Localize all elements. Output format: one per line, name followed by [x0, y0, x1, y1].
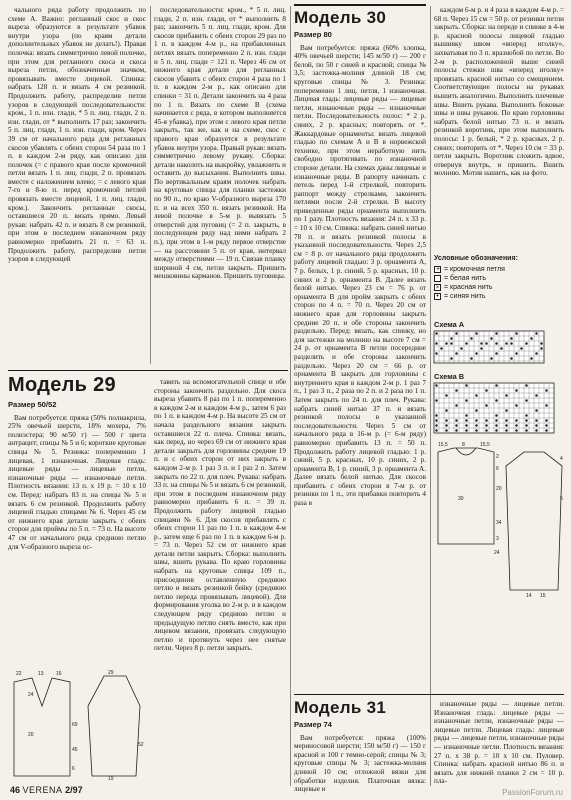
chart-cell-mark [455, 404, 458, 407]
chart-cell-mark [525, 429, 528, 432]
chart-cell-mark [515, 332, 518, 335]
legend-item-red: × = красная нить [435, 284, 493, 291]
chart-cell-mark [545, 404, 548, 407]
chart-cell-mark [495, 332, 498, 335]
chart-cell-mark [525, 419, 528, 422]
section-rule [294, 694, 564, 695]
chart-cell-mark [475, 352, 478, 355]
chart-cell-mark [455, 429, 458, 432]
model-30-text [294, 30, 426, 692]
chart-cell-mark [450, 357, 453, 360]
chart-cell-mark [445, 342, 448, 345]
chart-cell-mark [525, 424, 528, 427]
chart-cell-mark [495, 399, 498, 402]
column-divider [150, 6, 151, 364]
dim-label: 30 [458, 496, 464, 502]
chart-cell-mark [505, 419, 508, 422]
section-rule [8, 370, 288, 371]
dim-label: 15,5 [480, 442, 490, 448]
dim-label: 24 [28, 692, 34, 698]
page-number: 46 [10, 785, 21, 795]
chart-cell-mark [455, 424, 458, 427]
chart-cell-mark [535, 419, 538, 422]
page-footer [10, 785, 83, 795]
legend-item-white: = белая нить [434, 274, 564, 283]
model-29-pattern-schematic [8, 666, 146, 782]
column-2-bottom-text [154, 378, 286, 782]
paragraph: каждом 6-м р. и 4 раза в каждом 4-м р. = 68 п. Через 15 см = 50 р. от резинки петли закрыть. Сборка: на переде и спинке в 4-м р. красной полосы лицевой гладью вышивку швом «вперед иголку», захватывая по 3 п. вразнобой по петле. Во 2-м р. расположенной выше синей полосы стежки шва «вперед иголку» провязать красной нитью со смещением. Соответствующие полосы на рукавах вышить аналогично. Выполнить плечевые швы. Вшить рукава. Выполнить боковые швы и швы рукавов. По краю горловины набрать белой нитью 73 п. и вязать резинкой воротник, при этом выполнить полосы: 1 р. белый, * 2 р. красных, 2 р. синих; повторить от *. Через 10 см = 33 р. петли закрыть. Воротник сложить вдвое, отвернув внутрь, и пришить. Вшить молнию. Мотив нашить, как на фото. [434, 6, 564, 178]
paragraph: Вам потребуется: пряжа (50% полиакрила, 25% овечьей шерсти, 18% мохера, 7% полиэстера; 90 м/50 г) — 500 г цвета антрацит; спицы № 5 и 6; короткие круговые спицы № 5. Резинка: попеременно 1 лицевая, 1 изнаночная. Лицевая гладь: лицевые ряды — лицевые петли, изнаночные ряды — изнаночные петли. Плотность вязания: 13 п. х 19 р. = 10 х 10 см. Перед: набрать 83 п. на спицы № 5 и вязать 6 см резинкой. Продолжить работу лицевой гладью спицами № 6. Через 45 см от нижнего края детали закрыть с обеих сторон для проймы по 5 п. = 73 п. На высоте 47 см от начального ряда среднюю петлю для V-образного выреза ос- [8, 413, 146, 551]
chart-cell-mark [505, 429, 508, 432]
chart-cell-mark [485, 419, 488, 422]
dim-label: 2 [496, 454, 499, 460]
chart-cell-mark [515, 429, 518, 432]
chart-cell-mark [475, 409, 478, 412]
column-4-top-text [434, 6, 564, 248]
model-30-size: Размер 80 [294, 30, 332, 39]
chart-cell-mark [435, 424, 438, 427]
chart-cell-mark [510, 342, 513, 345]
chart-cell-mark [545, 389, 548, 392]
dim-label: 22 [16, 671, 22, 677]
dim-label: 6 [496, 466, 499, 472]
chart-cell-mark [495, 352, 498, 355]
column-divider [430, 6, 431, 786]
chart-cell-mark [525, 342, 528, 345]
watermark: PassionForum.ru [502, 788, 563, 797]
chart-cell-mark [465, 384, 468, 387]
white-square-icon [434, 275, 441, 282]
chart-cell-mark [475, 419, 478, 422]
chart-cell-mark [475, 332, 478, 335]
column-4-bottom-text [434, 700, 564, 784]
chart-cell-mark [465, 399, 468, 402]
chart-cell-mark [525, 399, 528, 402]
legend-item-edge: + = кромочная петля [436, 266, 505, 273]
chart-cell-mark [475, 429, 478, 432]
chart-cell-mark [450, 342, 453, 345]
chart-cell-mark [485, 429, 488, 432]
dim-label: 13 [38, 671, 44, 677]
chart-cell-mark [505, 342, 508, 345]
chart-cell-mark [510, 337, 513, 340]
chart-cell-mark [475, 424, 478, 427]
column-2-top-text [154, 6, 286, 368]
chart-cell-mark [465, 429, 468, 432]
chart-cell-mark [455, 352, 458, 355]
chart-cell-mark [540, 342, 543, 345]
dim-label: 16 [56, 671, 62, 677]
dim-label: 29 [108, 670, 114, 676]
chart-cell-mark [450, 337, 453, 340]
issue-number: 2/97 [65, 785, 83, 795]
dim-label: 20 [496, 486, 502, 492]
model-30-title: Модель 30 [294, 4, 426, 28]
model-29-size: Размер 50/52 [8, 400, 57, 409]
chart-cell-mark [445, 424, 448, 427]
legend-item-blue: • = синяя нить [434, 292, 564, 301]
chart-cell-mark [545, 424, 548, 427]
chart-cell-mark [435, 384, 438, 387]
magazine-brand: VERENA [22, 785, 63, 795]
paragraph: Вам потребуется: пряжа (60% хлопка, 40% овечьей шерсти; 145 м/50 г) — 200 г белой, по 50 г синей и красной; спицы № 3,5; застежка-молния длиной 18 см; круговые спицы № 3. Резинка: попеременно 1 лиц. петля, 1 изнаночная. Лицевая гладь: лицевые ряды — лицевые петли, изнаночные ряды — изнаночные петли. Последовательность полос: * 2 р. синих, 2 р. красных; повторять от *. Жаккардовые орнаменты: вязать лицевой гладью по схемам А и В в норвежской технике, при этом неработную нить свободно протягивать по изнаночной стороне детали. На схемах даны лицевые и изнаночные ряды. В рапорту начинать с петель перед 1-й стрелкой, повторить раппорт между стрелками, закончить петлями после 2-й стрелки. В высоту приведенные ряды орнамента выполнить по 1 разу. Плотность вязания: 24 п. х 33 р. = 10 х 10 см. Спинка: набрать синей нитью 78 п. и вязать резинкой полосы в указанной последовательности. Через 2,5 см = 8 р. от начального ряда продолжить работу лицевой гладью: 3 р. орнамента А, 7 р. белых, 1 р. синий, 5 р. красных, 10 р. синих и 2 р. орнамента В. Далее вязать белой нитью. Через 23 см = 76 р. от орнамента В для пройм закрыть с обеих сторон по 4 п. = 70 п. Через 20 см от нижнего края для горловины закрыть средние 20 п. и обе стороны закончить раздельно. Перед: вязать, как спинку, но для застежки на молнию на высоте 7 см = 24 р. от орнамента В петли посередине разделить и обе стороны закончить раздельно. Через 20 см = 66 р. от орнамента В закрыть для горловины с внутреннего края в каждом 2-м р. 1 раз 7 п., 1 раз 3 п., 2 раза по 2 п. и 2 раза по 1 п. Затем закрыть по 24 п. для плеч. Рукава: набрать синей нитью 37 п. и вязать резинкой полосы в указанной последовательности. Через 5 см от начального ряда в 16-м р. (= 6-м ряду) равномерно прибавить 13 п. = 50 п. Продолжить работу лицевой гладью: 1 р. синий, 5 р. красных, 10 р. синих, 2 р. орнамента В, 1 р. синий, 3 р. орнамента А. Далее вязать белой нитью. Для скосов прибавить с обеих сторон в 7-м р. от резинки по 1 п., эти прибавки повторить 4 раза в [294, 43, 427, 508]
edge-stitch-icon: + [436, 266, 441, 273]
chart-cell-mark [445, 419, 448, 422]
chart-cell-mark [445, 394, 448, 397]
chart-cell-mark [485, 404, 488, 407]
chart-cell-mark [515, 389, 518, 392]
chart-cell-mark [435, 429, 438, 432]
chart-cell-mark [515, 419, 518, 422]
cross-square-icon: × [435, 285, 440, 291]
paragraph: изнаночные ряды — лицевые петли. Изнаночная гладь: лицевые ряды — изнаночные петли, изнаночные ряды — лицевые петли. Лицевая гладь: лицевые ряды — лицевые петли, изнаночные ряды — изнаночные петли. Плотность вязания: 27 п. х 38 р. = 10 х 10 см. Пуловер. Спинка: набрать красной нитью 86 п. и вязать для нижней планки 2 см = 10 р. пла- [434, 700, 564, 786]
chart-cell-mark [465, 419, 468, 422]
chart-cell-mark [495, 424, 498, 427]
dim-label: 52 [138, 742, 144, 748]
dim-label: 6 [72, 766, 75, 772]
dim-label: 20 [28, 732, 34, 738]
dim-label: 69 [72, 722, 78, 728]
chart-cell-mark [435, 399, 438, 402]
model-30-pattern-schematic [434, 440, 566, 598]
chart-cell-mark [445, 409, 448, 412]
chart-cell-mark [435, 352, 438, 355]
chart-cell-mark [485, 389, 488, 392]
chart-cell-mark [495, 384, 498, 387]
chart-cell-mark [470, 357, 473, 360]
chart-cell-mark [535, 409, 538, 412]
chart-cell-mark [495, 414, 498, 417]
dim-label: 34 [496, 520, 502, 526]
chart-cell-mark [535, 332, 538, 335]
dim-label: 14 [526, 593, 532, 599]
chart-cell-mark [465, 424, 468, 427]
chart-cell-mark [490, 357, 493, 360]
column-divider [290, 6, 291, 786]
dim-label: 8 [462, 442, 465, 448]
chart-cell-mark [535, 429, 538, 432]
chart-cell-mark [470, 337, 473, 340]
chart-cell-mark [465, 414, 468, 417]
chart-cell-mark [435, 419, 438, 422]
paragraph: последовательности: кром., * 5 п. лиц. глади, 2 п. изн. глади, от * выполнить 8 раз; закончить 5 п. лиц. глади, кром. Для скосов прибавить с обеих сторон 29 раз по 1 п. в каждом 4-м р., на прибавленных петлях вязать попеременно 2 п. изн. глади и 5 п. лиц. глади = 121 п. Через 46 см от нижнего края детали для регланных скосов убавить с обеих сторон 4 раза по 1 п. в каждом 2-м р., как описано для спинки = 31 п. Детали закончить на 4 раза по 1 п. Вязать по схеме В (схема начинается с ряда, в котором выполняется 45-я убавка), при этом с левого края петли закрыть, так же, как и на схеме, скос с правого края образуется в результате убавок внутри узора. Правый рукав: вязать симметрично левому рукаву. Сборка: детали наколоть на выкройку, увлажнить и оставить до высыхания. Выполнить швы. По вертикальным краям полочек набрать на круговые спицы для планки застежки по 90 п., по краю V-образного выреза 170 п. и на всех 350 п. вязать резинкой. На левой полочке в 5-м р. вывязать 5 отверстий для пуговиц (= 2 п. закрыть, в последующем ряду над ними набрать 2 п.), при этом в 1-м ряду первое отверстие — на расстоянии 5 п. от края, интервал между отверстиями — 19 п. Связав планку шириной 4 см, петли закрыть. Пришить мешковины карманов. Пришить пуговицы. [154, 6, 286, 281]
scheme-a-label: Схема А [434, 320, 465, 329]
model-29-title: Модель 29 [8, 374, 116, 396]
chart-cell-mark [495, 429, 498, 432]
chart-cell-mark [520, 347, 523, 350]
legend-title: Условные обозначения: [434, 255, 518, 262]
scheme-b-grid [434, 383, 554, 433]
chart-cell-mark [440, 347, 443, 350]
chart-cell-mark [460, 347, 463, 350]
chart-cell-mark [525, 384, 528, 387]
chart-cell-mark [455, 419, 458, 422]
chart-cell-mark [505, 424, 508, 427]
chart-cell-mark [495, 342, 498, 345]
scheme-b-label: Схема В [434, 372, 465, 381]
dim-label: 15 [540, 593, 546, 599]
paragraph: тавить на вспомогательной спице и обе стороны закончить раздельно. Для скоса выреза убавить 8 раз по 1 п. попеременно в каждом 2-м и каждом 4-м р., затем 6 раз по 1 п. в каждом 4-м р. На высоте 25 см от начала раздельного вязания закрыть оставшиеся 22 п. плеча. Спинка: вязать, как перед, но через 69 см от нижнего края детали закрыть для горловины средние 19 п. и с обеих сторон от них закрыть в каждом 2-м р. 1 раз 3 п. и 1 раз 2 п. Затем закрыть по 22 п. для плеч. Рукава: набрать 33 п. на спицы № 5 и вязать 6 см резинкой, при этом в последнем изнаночном ряду равномерно прибавить 6 п. = 39 п. Продолжить работу лицевой гладью спицами № 6. Для скосов прибавлять с обеих сторон 11 раз по 1 п. в каждом 4-м р., затем еще 6 раз по 1 п. в каждом 6-м р. = 73 п. Через 52 см от нижнего края детали петли закрыть. Сборка: выполнить швы, вшить рукава. По краю горловины набрать на круговые спицы 109 п., присоединив оставленную среднюю петлю и вязать резинкой бейку (среднюю петлю переда провязывать лицевой). Для формирования уголка во 2-м р. и в каждом следующем ряду среднюю петлю и предыдущую петлю снять вместе, как при лицевом вязании, провязать следующую петлю и протянуть через нее снятые петли. Через 8 р. петли закрыть. [154, 378, 286, 653]
chart-cell-mark [500, 347, 503, 350]
dim-label: 45 [72, 747, 78, 753]
chart-cell-mark [530, 357, 533, 360]
model-31-title: Модель 31 [294, 698, 387, 717]
chart-cell-mark [505, 394, 508, 397]
paragraph: чального ряда работу продолжить по схеме А. Важно: регланный скос и скос выреза образуются в результате убавок внутри узора (по краям детали дополнительных убавок не делать!). Правая полочка: вязать симметрично левой полочке, при этом для регланного скоса и скоса выреза петли, обозначенные значком, провязывать вместе лицевой. Спинка: набрать 128 п. и вязать 4 см резинкой. Продолжить работу, распределив петли узоров в следующей последовательности: кром., 1 п. изн. глади, * 5 п. лиц. глади, 2 п. изн. глади, от * выполнить 17 раз; закончить 5 п. лиц. глади, 1 п. изн. глади, кром. Через 39 см от начального ряда для регланных скосов убавлять с обеих сторон 54 раза по 1 п. в каждом 2-м ряду, как описано для полочек (= с правого края после кромочной петли вязать 1 п. лиц. глади, 2 п. провязать вместе с наложением влево; = с левого края 7-го и 8-ю п. перед кромочной петлей провязать вместе лицевой, 1 п. лиц. глади, кром.). Закончить регланные скосы, оставшиеся 20 п. вязать прямо. Левый рукав: набрать 42 п. и вязать 8 см резинкой, при этом в последнем изнаночном ряду равномерно прибавить 21 п. = 63 п. Продолжить работу, распределив петли узоров в следующей [8, 6, 146, 264]
dim-label: 3 [496, 536, 499, 542]
model-31-text [294, 720, 426, 794]
chart-cell-mark [455, 389, 458, 392]
chart-cell-mark [515, 424, 518, 427]
dim-label: 24 [494, 550, 500, 556]
model-29-text [8, 400, 146, 662]
chart-cell-mark [490, 337, 493, 340]
chart-cell-mark [465, 342, 468, 345]
scheme-a-grid [434, 331, 544, 363]
chart-cell-mark [525, 414, 528, 417]
model-31-size: Размер 74 [294, 720, 332, 729]
chart-cell-mark [435, 342, 438, 345]
chart-cell-mark [510, 357, 513, 360]
chart-cell-mark [475, 394, 478, 397]
chart-cell-mark [535, 352, 538, 355]
chart-cell-mark [485, 424, 488, 427]
dim-label: 5 [560, 496, 563, 502]
chart-cell-mark [535, 394, 538, 397]
chart-cell-mark [435, 332, 438, 335]
chart-cell-mark [480, 342, 483, 345]
column-1-top-text [8, 6, 146, 368]
chart-cell-mark [515, 352, 518, 355]
chart-cell-mark [540, 347, 543, 350]
paragraph: Вам потребуется: пряжа (100% мериносовой шерсти; 150 м/50 г) — 150 г красной и 100 г темно-серой; спицы № 3; круговые спицы № 3; застежка-молния длиной 10 см; отложной вязки для обработки изделия. Платочная вязка: лицевые и [294, 733, 426, 794]
dim-label: 19 [108, 776, 114, 782]
chart-cell-mark [545, 419, 548, 422]
chart-cell-mark [435, 414, 438, 417]
dim-label: 4 [560, 456, 563, 462]
chart-cell-mark [505, 409, 508, 412]
chart-cell-mark [530, 337, 533, 340]
chart-cell-mark [480, 347, 483, 350]
dim-label: 15,5 [438, 442, 448, 448]
legend [434, 254, 564, 301]
chart-cell-mark [515, 404, 518, 407]
dot-square-icon: • [434, 293, 441, 300]
chart-cell-mark [485, 342, 488, 345]
chart-cell-mark [535, 424, 538, 427]
chart-cell-mark [455, 332, 458, 335]
chart-cell-mark [445, 429, 448, 432]
chart-cell-mark [495, 419, 498, 422]
chart-cell-mark [545, 429, 548, 432]
